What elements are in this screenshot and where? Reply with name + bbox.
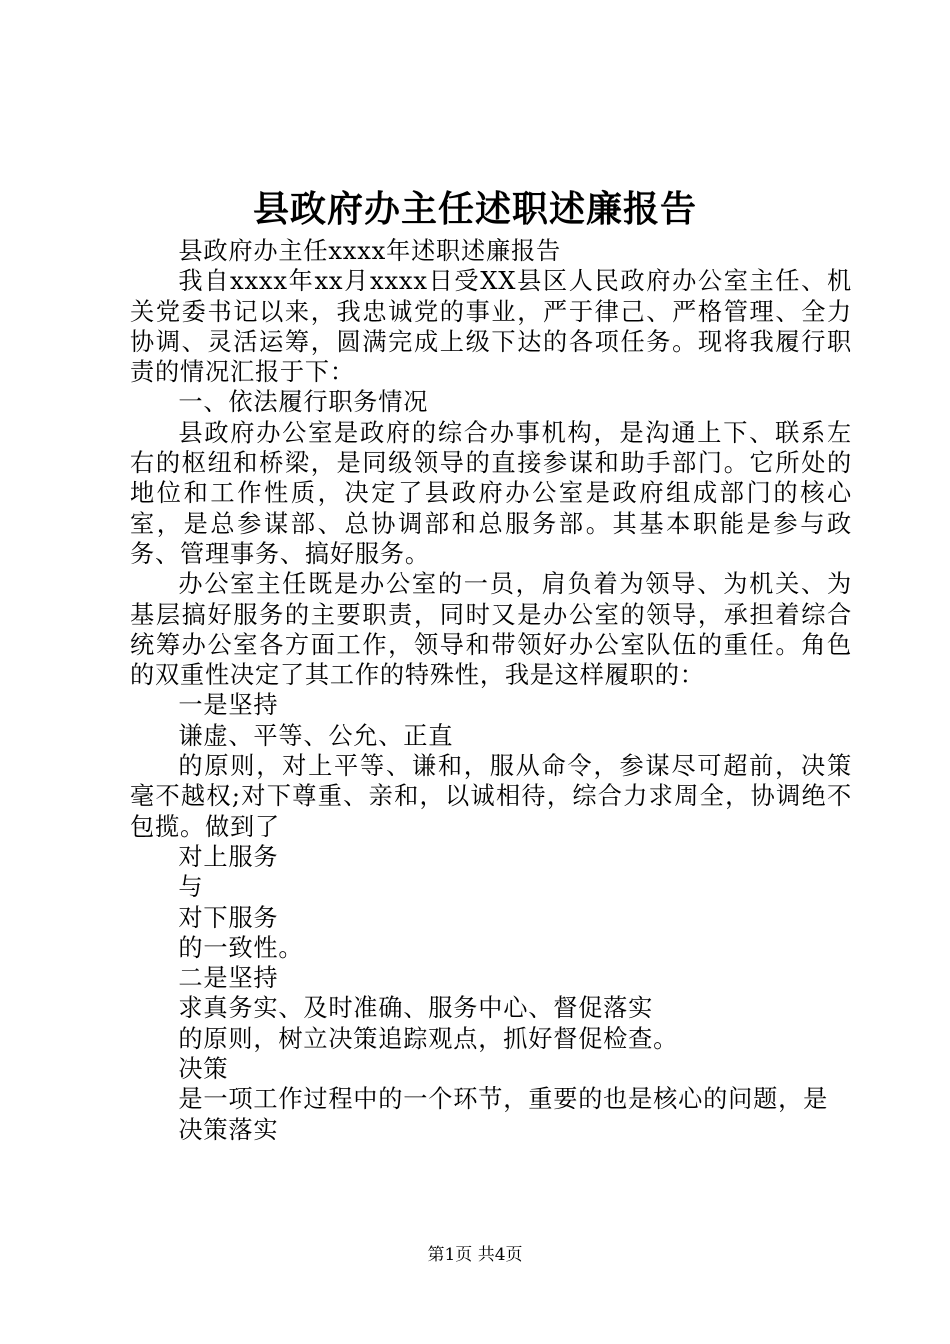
paragraph-office-role: 县政府办公室是政府的综合办事机构，是沟通上下、联系左右的枢纽和桥梁，是同级领导的直接参谋和助手部门。它所处的地位和工作性质，决定了县政府办公室是政府组成部门的核心室，是总参谋部、总协调部和总服务部。其基本职能是参与政务、管理事务、搞好服务。 <box>130 418 852 568</box>
document-body <box>130 236 852 1145</box>
section-heading: 一、依法履行职务情况 <box>178 388 429 417</box>
paragraph-decision: 是一项工作过程中的一个环节，重要的也是核心的问题，是 <box>178 1085 829 1114</box>
paragraph-intro: 我自xxxx年xx月xxxx日受XX县区人民政府办公室主任、机关党委书记以来，我忠诚党的事业，严于律己、严格管理、全力协调、灵活运筹，圆满完成上级下达的各项任务。现将我履行职责的情况汇报于下： <box>130 267 852 387</box>
page-footer <box>0 1244 950 1266</box>
paragraph-line: 一是坚持 <box>178 691 279 720</box>
paragraph-line: 二是坚持 <box>178 964 279 993</box>
page-number: 第1页 共4页 <box>427 1245 523 1265</box>
paragraph-director-role: 办公室主任既是办公室的一员，肩负着为领导、为机关、为基层搞好服务的主要职责，同时又是办公室的领导，承担着综合统筹办公室各方面工作，领导和带领好办公室队伍的重任。角色的双重性决定了其工作的特殊性，我是这样履职的： <box>130 570 852 690</box>
paragraph-line: 决策 <box>178 1055 229 1084</box>
paragraph-line: 的一致性。 <box>178 933 304 962</box>
paragraph-line: 决策落实 <box>178 1115 279 1144</box>
paragraph-heading-line: 县政府办主任xxxx年述职述廉报告 <box>178 237 561 265</box>
paragraph-line: 对上服务 <box>178 842 279 871</box>
paragraph-line: 与 <box>178 873 204 902</box>
paragraph-line: 对下服务 <box>178 903 279 932</box>
paragraph-principle-one: 的原则，对上平等、谦和，服从命令，参谋尽可超前，决策毫不越权;对下尊重、亲和，以诚相待，综合力求周全，协调绝不包揽。做到了 <box>130 752 852 841</box>
paragraph-line: 求真务实、及时准确、服务中心、督促落实 <box>178 994 654 1023</box>
paragraph-line: 谦虚、平等、公允、正直 <box>178 721 454 750</box>
paragraph-line: 的原则，树立决策追踪观点，抓好督促检查。 <box>178 1024 679 1053</box>
document-title: 县政府办主任述职述廉报告 <box>252 188 697 230</box>
